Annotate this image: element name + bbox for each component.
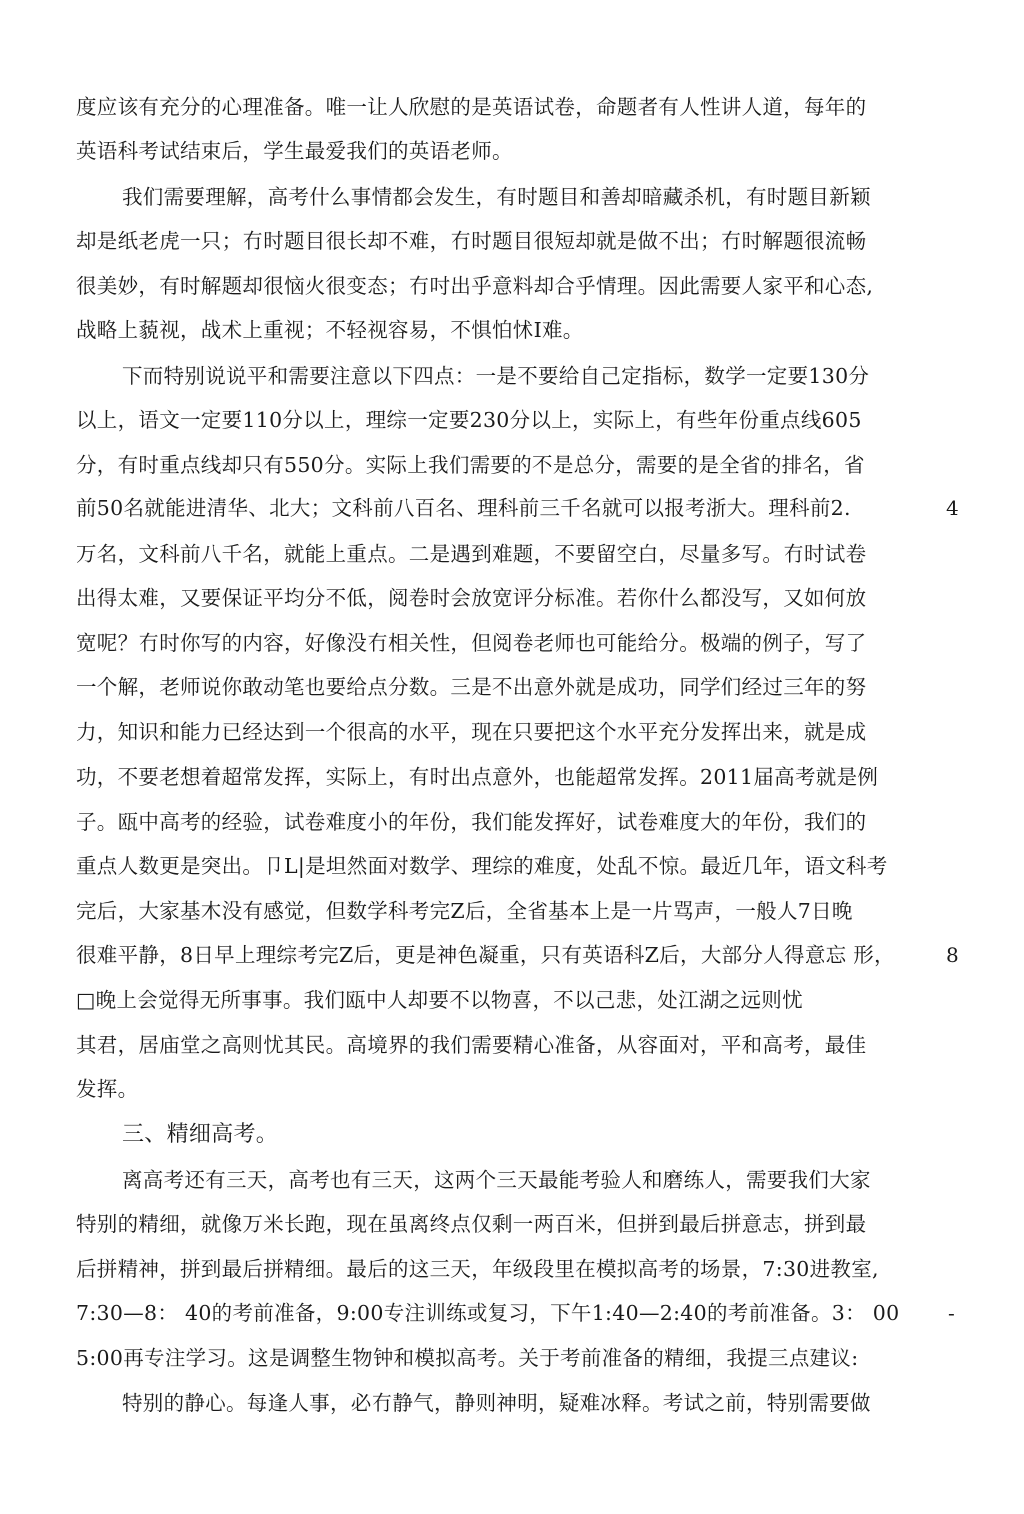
text-line: 万名，文科前八千名，就能上重点。二是遇到难题，不要留空白，尽量多写。冇时试卷: [76, 542, 867, 566]
margin-page-mark: 8: [946, 943, 959, 967]
text-line: 前50名就能进清华、北大；文科前八百名、理科前三千名就可以报考浙大。理科前2.: [76, 496, 851, 520]
text-line: 重点人数更是突出。卩L|是坦然面对数学、理综的难度，处乱不惊。最近几年，语文科考: [76, 854, 888, 878]
section-heading: 三、精细高考。: [122, 1122, 279, 1147]
text-line: 离高考还有三天，高考也有三天，这两个三天最能考验人和磨练人，需要我们大家: [122, 1168, 871, 1192]
text-line: 发挥。: [76, 1077, 139, 1101]
text-line: 功，不要老想着超常发挥，实际上，有时出点意外，也能超常发挥。2011届高考就是例: [76, 765, 879, 789]
text-line: 子。瓯中高考的经验，试卷难度小的年份，我们能发挥好，试卷难度大的年份，我们的: [76, 810, 867, 834]
text-line: 完后，大家基木没有感觉，但数学科考完Z后，全省基本上是一片骂声，一般人7日晚: [76, 899, 853, 923]
text-line: 宽呢？冇时你写的内容，好像没冇相关性，但阅卷老师也可能给分。极端的例子，写了: [76, 631, 867, 655]
text-line: 下而特别说说平和需要注意以下四点：一是不要给自己定指标，数学一定要130分: [122, 364, 870, 388]
text-line: 特别的精细，就像万米长跑，现在虽离终点仅剩一两百米，但拼到最后拼意志，拼到最: [76, 1212, 867, 1236]
text-line: 力，知识和能力已经达到一个很高的水平，现在只要把这个水平充分发挥出来，就是成: [76, 720, 867, 744]
text-line: 出得太难，又要保证平均分不低，阅卷时会放宽评分标准。若你什么都没写，又如何放: [76, 586, 867, 610]
text-line: 7:30—8： 40的考前准备，9:00专注训练或复习，下午1:40—2:40的考前准备。3： 00: [76, 1301, 900, 1325]
text-line: 分，有时重点线却只有550分。实际上我们需要的不是总分，需要的是全省的排名，省: [76, 453, 865, 477]
text-line: 特别的静心。每逢人事，必冇静气，静则神明，疑难冰释。考试之前，特别需要做: [122, 1391, 871, 1415]
text-line: 5:00再专注学习。这是调整生物钟和模拟高考。关于考前准备的精细，我提三点建议:: [76, 1346, 859, 1370]
text-line: 我们需要理解，高考什么事情都会发生，有时题目和善却暗藏杀机，有时题目新颖: [122, 185, 871, 209]
text-line: 以上，语文一定要110分以上，理综一定要230分以上，实际上，有些年份重点线605: [76, 408, 862, 432]
text-line: 战略上藐视，战术上重视；不轻视容易，不惧怕怵I难。: [76, 318, 584, 342]
text-line: □晚上会觉得无所事事。我们瓯中人却要不以物喜，不以己悲，处江湖之远则忧: [76, 988, 803, 1012]
margin-page-mark: 4: [946, 496, 959, 520]
text-line: 很难平静，8日早上理综考完Z后，更是神色凝重，只有英语科Z后，大部分人得意忘 形，: [76, 943, 895, 967]
text-line: 度应该有充分的心理准备。唯一让人欣慰的是英语试卷，命题者有人性讲人道，每年的: [76, 95, 867, 119]
text-line: 后拼精神，拼到最后拼精细。最后的这三天，年级段里在模拟高考的场景，7:30进教室,: [76, 1257, 879, 1281]
text-line: 却是纸老虎一只；冇时题目很长却不难，冇时题目很短却就是做不出；冇时解题很流畅: [76, 229, 867, 253]
text-line: 很美妙，有时解题却很恼火很变态；冇吋出乎意料却合乎情理。因此需要人家平和心态,: [76, 274, 874, 298]
margin-page-mark: -: [948, 1301, 955, 1325]
text-line: 英语科考试结束后，学生最爱我们的英语老师。: [76, 139, 513, 163]
text-line: 一个解，老师说你敢动笔也要给点分数。三是不出意外就是成功，同学们经过三年的努: [76, 675, 867, 699]
text-line: 其君，居庙堂之高则忧其民。高境界的我们需要精心准备，从容面对，平和高考，最佳: [76, 1033, 867, 1057]
